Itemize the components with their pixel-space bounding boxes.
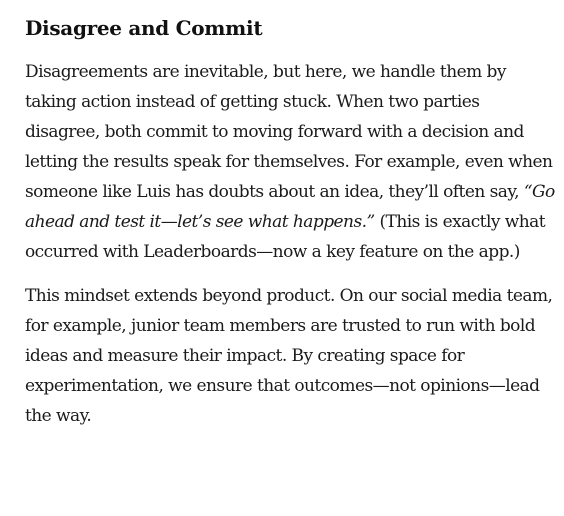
article [25, 14, 555, 431]
paragraph-1-text-after-quote: (This is exactly what occurred with Leaderboards—now a key feature on the app.) [25, 212, 546, 262]
paragraph-2: This mindset extends beyond product. On our social media team, for example, junior team members are trusted to run with bold ideas and measure their impact. By creating space for experimentation, we ensure that outcomes—not opinions—lead the way. [25, 286, 553, 426]
paragraph-1-text-before-quote: Disagreements are inevitable, but here, we handle them by taking action instead of getting stuck. When two parties disagree, both commit to moving forward with a decision and letting the results speak for themselves. For example, even when someone like Luis has doubts about an idea, they’ll often say, [25, 62, 553, 202]
paragraph-1-quote: “Go ahead and test it—let’s see what happens.” [25, 182, 555, 232]
paragraph-1 [25, 57, 555, 267]
section-heading: Disagree and Commit [25, 16, 263, 40]
